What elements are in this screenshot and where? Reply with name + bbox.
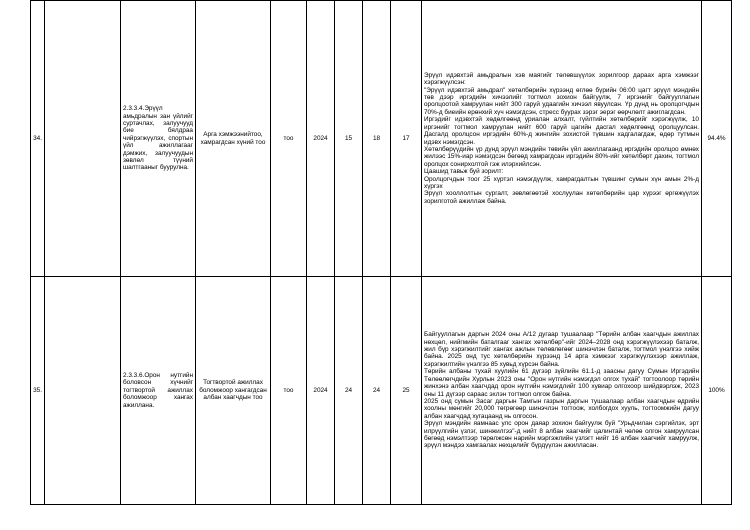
performance-paragraph: Эрүүл мэндийн яамнаас улс орон даяар зохион байгуулж буй "Урьдчилан сэргийлэх, эрт илрүүлгийн үзлэг, шинжилгээ"-д нийт 8 албан хаагчийг цалинтай чөлөө олгон хамруулсан бөгөөд нэмэлтээр төрөлжсөн нарийн мэргэжлийн үзлэгт нийт 16 албан хаагчийг хамруулж, эрүүл мэндээ хамгаалах нөхцөлийг бүрдүүлэн ажилласан. [424,420,699,450]
empty-cell [45,277,121,505]
indicator-cell: Тогтвортой ажиллах боломжоор хангагдсан албан хаагчдын тоо [196,277,271,505]
percent-cell: 94.4% [702,1,732,277]
year-cell: 2024 [307,1,335,277]
performance-paragraph: Эрүүл хооллолтын сургалт, зөвлөгөөтэй хослуулан хөтөлбөрийн цар хүрээг өргөжүүлэх зорилготой ажиллаж байна. [424,190,699,205]
actual-cell: 17 [391,1,422,277]
target-cell: 24 [363,277,391,505]
performance-paragraph: 2025 онд сумын Засаг даргын Тамгын газрын даргын тушаалаар албан хаагчдын өдрийн хоолны мөнгийг 20,000 төгрөгөөр шинэчлэн тогтоож, холбогдох хууль, тогтоомжийн дагуу албан хаагчдад хугацаанд нь олгосон. [424,397,699,420]
goal-cell: 2.3.3.6.Орон нутгийн боловсон хүчнийг тогтвортой ажиллах боломжоор хангах ажиллана. [121,277,196,505]
unit-cell: тоо [271,1,307,277]
performance-paragraph: Оролцогчдын тоог 25 хүртэл нэмэгдүүлж, хамрагдалтын түвшинг сумын хүн амын 2%-д хүргэх [424,175,699,190]
table-row [31,277,732,505]
row-number: 34. [31,1,45,277]
row-number: 35. [31,277,45,505]
performance-cell [422,1,702,277]
performance-paragraph: Цаашид тавьж буй зорилт: [424,168,504,176]
performance-paragraph: Эрүүл идэвхтэй амьдралын хэв маягийг төлөвшүүлэх зорилгоор дараах арга хэмжээг хэрэгжүүлсэн: [424,71,699,87]
indicator-cell: Арга хэмжээнийтоо, хамрагдсан хүний тоо [196,1,271,277]
performance-paragraph: Байгууллагын даргын 2024 оны А/12 дугаар тушаалаар "Төрийн албан хаагчдын ажиллах нөхцөл, нийгмийн баталгааг хангах хөтөлбөр"-ийг 2024–2028 онд хэрэгжүүлэхээр баталж, жил бүр хэрэгжилтийг хангах ажлын төлөвлөгөөг шинэчлэн баталж, тогтмол үнэлгээ хийж байна. 2025 онд тус хөтөлбөрийн хүрээнд 14 арга хэмжээг хэрэгжүүлэхээр ажиллаж, хэрэгжилтийн үнэлгээ 85 хувьд хүрсэн байна. [424,331,699,368]
unit-cell: тоо [271,277,307,505]
performance-paragraph: Иргэдийг идэвхтэй хөдөлгөөнд уриалан алхалт, гүйлтийн хөтөлбөрийг хэрэгжүүлж, 10 иргэнийг тогтмол хамруулан нийт 600 гаруй цагийн дасгал хөдөлгөөнд оролцуулсан. Дасгалд оролцсон иргэдийн 60%-д жингийн зохистой түвшин хадгалагдаж, өдөр тутмын идэвх нэмэгдсэн. [424,116,699,146]
target-cell: 18 [363,1,391,277]
baseline-cell: 15 [335,1,363,277]
empty-cell [45,1,121,277]
year-cell: 2024 [307,277,335,505]
performance-paragraph: Хөтөлбөрүүдийн үр дүнд эрүүл мэндийн төвийн үйл ажиллагаанд иргэдийн оролцоо өмнөх жилээс 15%-иар нэмэгдсэн бөгөөд хамрагдсан иргэдийн 80%-ийг хөтөлбөрт дахин, тогтмол оролцох сонирхолтой гэж илэрхийлсэн. [424,145,699,168]
baseline-cell: 24 [335,277,363,505]
performance-cell [422,277,702,505]
performance-paragraph: "Эрүүл идэвхтэй амьдрал" хөтөлбөрийн хүрээнд өглөө бүрийн 06:00 цагт эрүүл мэндийн төв дээр иргэдийн хичээлийг тогтмол зохион байгуулж, 7 иргэнийг байгууллагын оролцоотой хамруулан нийт 300 гаруй удаагийн хичээл явуулсан. Үр дүнд нь оролцогчдын 70%-д биеийн ерөнхий хүч нэмэгдсэн, стресс буурах зэрэг эерэг өөрчлөлт ажиглагдсан. [424,86,699,116]
percent-cell: 100% [702,277,732,505]
actual-cell: 25 [391,277,422,505]
goal-cell: 2.3.3.4.Эрүүл амьдралын зан үйлийг суртачлах, залуучууд бие бялдраа чийрэгжүүлэх, спортын үйл ажиллагааг дэмжих, залуучуудын зөвлөл түүний шалтгааныг буурулна. [121,1,196,277]
table-row [31,1,732,277]
performance-report-table [30,0,732,505]
performance-paragraph: Төрийн албаны тухай хуулийн 61 дүгээр зүйлийн 61.1-д заасны дагуу Сумын Иргэдийн Төлөөлөгчдийн Хурлын 2023 оны "Орон нутгийн нэмэгдэл олгох тухай" тогтоолоор төрийн жинхэнэ албан хаагчдад орон нутгийн нэмэгдлийг 100 хувиар олгохоор шийдвэрлэж, 2023 оны 11 дүгээр сараас эхлэн тогтмол олгож байна. [424,368,699,398]
